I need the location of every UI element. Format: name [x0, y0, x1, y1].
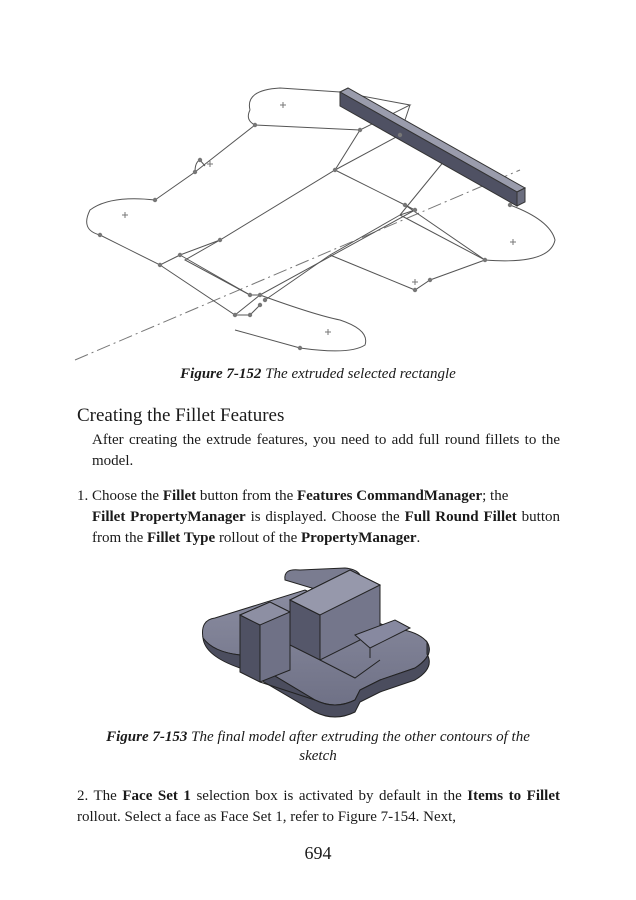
step-text: Choose the [92, 488, 160, 504]
step-bold: PropertyManager [301, 530, 417, 546]
step-continuation [77, 507, 560, 549]
figure-caption-text: The extruded selected rectangle [265, 366, 456, 382]
step-2 [77, 786, 560, 828]
figure-number: Figure 7-153 [106, 729, 188, 745]
step-bold: Fillet [162, 488, 197, 504]
step-text: . [416, 530, 421, 546]
figure-caption-text-line2: sketch [299, 748, 337, 764]
step-text: The [93, 788, 117, 804]
section-intro: After creating the extrude features, you need to add full round fillets to the model. [92, 432, 560, 469]
step-number: 2. [77, 788, 89, 804]
step-text: button from the [92, 509, 560, 546]
step-1 [77, 486, 560, 549]
step-number: 1. [77, 488, 89, 504]
step-bold: Fillet Type [146, 530, 216, 546]
figure-number: Figure 7-152 [180, 366, 262, 382]
step-bold: Face Set 1 [122, 788, 191, 804]
step-bold: Features CommandManager [296, 488, 483, 504]
step-bold: Items to Fillet [467, 788, 560, 804]
step-bold: Full Round Fillet [404, 509, 517, 525]
section-heading: Creating the Fillet Features [77, 405, 285, 426]
extruded-rectangle-bar [340, 88, 525, 206]
step-text: button from the [199, 488, 294, 504]
figure-7-152-sketch [70, 80, 570, 365]
step-bold: Fillet PropertyManager [92, 509, 246, 525]
step-text: is displayed. Choose the [250, 509, 400, 525]
figure-7-153-model [195, 560, 445, 725]
step-text: rollout. Select a face as Face Set 1, refer to Figure 7-154. Next, [77, 809, 457, 825]
step-text: rollout of the [218, 530, 298, 546]
figure-caption-text: The final model after extruding the other contours of the [191, 729, 530, 745]
page-number: 694 [304, 843, 332, 863]
step-text: selection box is activated by default in the [196, 788, 462, 804]
step-text: ; the [482, 488, 509, 504]
figure-7-153-caption [0, 728, 636, 766]
figure-7-152-caption [0, 366, 636, 383]
